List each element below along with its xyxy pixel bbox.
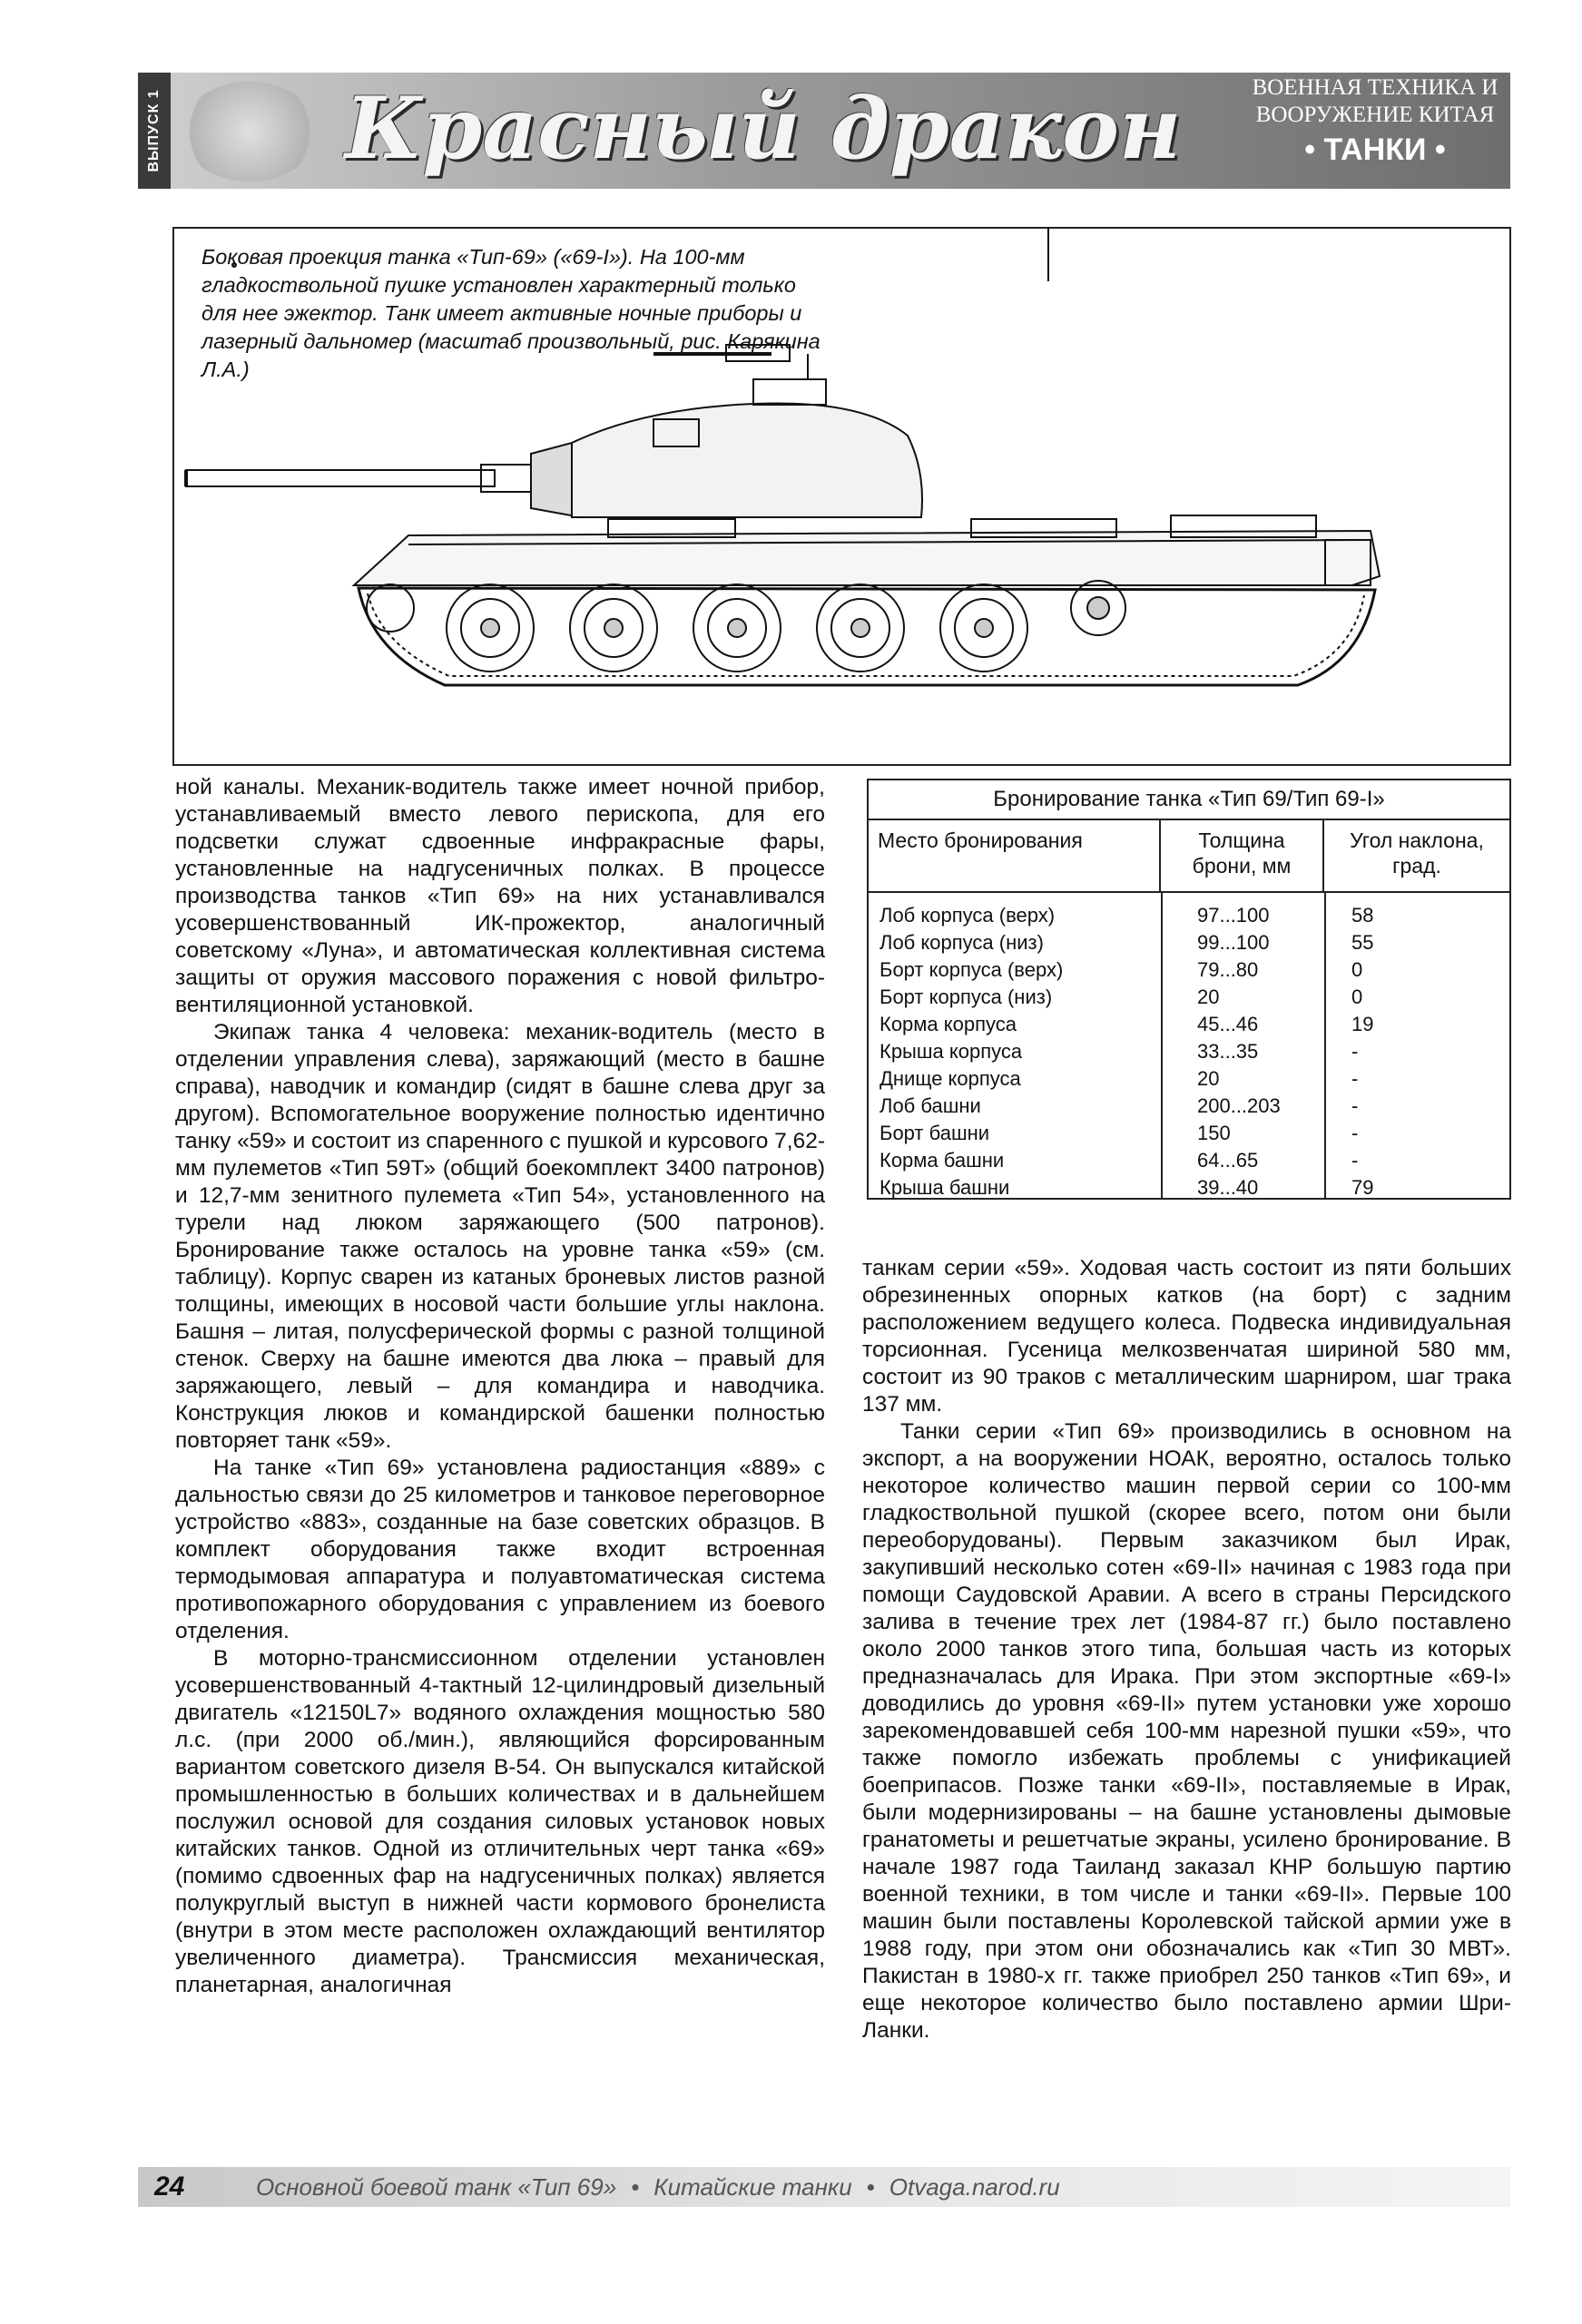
paragraph: ной каналы. Механик-водитель также имеет ночной прибор, устанавливаемый вместо левого перископа, для его подсветки служат сдвоенные инфракрасные фары, установленные на надгусеничных полках. В процессе производства танков «Тип 69» на них устанавливался усовершенствованный ИК-прожектор, аналогичный советскому «Луна», и автоматическая коллективная система защиты от оружия массового поражения с новой фильтро-вентиляционной установкой. [175,775,825,1017]
idler-wheel [367,584,414,632]
turret [572,403,922,517]
cell-thickness: 97...100 [1197,904,1270,927]
cell-angle: - [1351,1149,1359,1172]
cell-thickness: 79...80 [1197,958,1259,981]
column-divider [1161,891,1163,1198]
cell-location: Борт корпуса (низ) [879,985,1053,1008]
cell-thickness: 45...46 [1197,1013,1259,1035]
cell-angle: - [1351,1040,1359,1063]
table-row [869,929,1509,956]
footer-website: Otvaga.narod.ru [889,2173,1060,2201]
footer-section: Китайские танки [653,2173,852,2201]
hull [354,531,1380,585]
table-row [869,1038,1509,1065]
table-row [869,1174,1509,1201]
cell-thickness: 33...35 [1197,1040,1259,1063]
cell-location: Борт корпуса (верх) [879,958,1064,981]
cell-thickness: 200...203 [1197,1094,1281,1117]
header-location: Место бронирования [869,820,1161,891]
paragraph: танкам серии «59». Ходовая часть состоит из пяти больших обрезиненных опорных катков (на борт) с задним расположением ведущего колеса. Подвеска индивидуальная торсионная. Гусеница мелкозвенчатая шириной 580 мм, состоит из 90 траков с металлическим шарниром, шаг трака 137 мм. [862,1256,1511,1417]
figure-caption: Боковая проекция танка «Тип-69» («69-I»). На 100-мм гладкоствольной пушке установлен характерный только для нее эжектор. Танк имеет активные ночные приборы и лазерный дальномер (масштаб произвольный, рис. Карякина Л.А.) [201,245,820,381]
armor-table-body [869,893,1509,1201]
series-label [1243,74,1507,171]
issue-label: ВЫПУСК 1 [146,89,162,172]
cell-angle: 79 [1351,1176,1374,1199]
armor-table-header [869,820,1509,893]
cell-thickness: 150 [1197,1122,1231,1144]
footer-separator: • [866,2173,875,2201]
gun-barrel [186,470,495,486]
header-thickness: Толщина брони, мм [1161,820,1324,891]
cell-angle: 0 [1351,985,1363,1008]
cell-location: Крыша корпуса [879,1040,1023,1063]
cell-angle: 19 [1351,1013,1374,1035]
cell-angle: - [1351,1067,1359,1090]
cell-angle: - [1351,1122,1359,1144]
cell-thickness: 39...40 [1197,1176,1259,1199]
cell-location: Корма корпуса [879,1013,1017,1035]
table-row [869,902,1509,929]
table-row [869,1065,1509,1093]
issue-tab [138,73,171,189]
series-line-1: ВОЕННАЯ ТЕХНИКА И [1252,75,1498,100]
paragraph: На танке «Тип 69» установлена радиостанция «889» с дальностью связи до 25 километров и танковое переговорное устройство «883», созданные на базе советских образцов. В комплект оборудования также входит встроенная термодымовая аппаратура и полуавтоматическая система противопожарного оборудования с управлением из боевого отделения. [175,1456,825,1643]
gun-ejector [481,465,536,492]
cell-thickness: 20 [1197,1067,1220,1090]
left-text-column [175,774,825,1999]
table-row [869,1011,1509,1038]
table-row [869,1120,1509,1147]
series-tag: • ТАНКИ • [1304,132,1446,167]
table-row [869,984,1509,1011]
cell-location: Борт башни [879,1122,990,1144]
paragraph: Танки серии «Тип 69» производились в основном на экспорт, а на вооружении НОАК, вероятно, осталось только некоторое количество машин первой серии со 100-мм гладкоствольной пушкой (скорее всего, потом они были переоборудованы). Первым заказчиком был Ирак, закупивший несколько сотен «69-II» начиная с 1983 года при помощи Саудовской Аравии. А всего в страны Персидского залива в течение трех лет (1984-87 гг.) было поставлено около 2000 танков этого типа, большая часть из которых предназначалась для Ирака. При этом экспортные «69-I» доводились до уровня «69-II» путем установки уже хорошо зарекомендовавшей себя 100-мм нарезной пушки «59», что также помогло избежать проблемы с унификацией боеприпасов. Позже танки «69-II», поставляемые в Ирак, были модернизированы – на башне установлены дымовые гранатометы и решетчатые экраны, усилено бронирование. В начале 1987 года Таиланд заказал КНР большую партию военной техники, в том числе и танки «69-II». Первые 100 машин были поставлены Королевской тайской армии уже в 1988 году, при этом они обозначались как «Тип 30 МВТ». Пакистан в 1980-х гг. также приобрел 250 танков «Тип 69», и еще некоторое количество было поставлено армии Шри-Ланки. [862,1419,1511,2043]
page-number: 24 [154,2172,185,2201]
armor-table-title: Бронирование танка «Тип 69/Тип 69-I» [869,780,1509,820]
paragraph: Экипаж танка 4 человека: механик-водитель (место в отделении управления слева), заряжающий (место в башне справа), наводчик и командир (сидят в башне слева друг за другом). Вспомогательное вооружение полностью идентично танку «59» и состоит из спаренного с пушкой и курсового 7,62-мм пулеметов «Тип 59Т» (общий боекомплект 3400 патронов) и 12,7-мм зенитного пулемета «Тип 54», установленного на турели над люком заряжающего (500 патронов). Бронирование также осталось на уровне танка «59» (см. таблицу). Корпус сварен из катаных броневых листов разной толщины, имеющих в носовой части большие углы наклона. Башня – литая, полусферической формы с разной толщиной стенок. Сверху на башне имеются два люка – правый для заряжающего, левый – для командира и наводчика. Конструкция люков и командирской башенки полностью повторяет танк «59». [175,1020,825,1453]
table-row [869,1093,1509,1120]
cell-angle: 0 [1351,958,1363,981]
cell-angle: - [1351,1094,1359,1117]
page-title: Красный дракон [345,79,1182,179]
table-row [869,1147,1509,1174]
right-text-column [862,1255,1511,2045]
armor-table [867,779,1511,1200]
cell-thickness: 64...65 [1197,1149,1259,1172]
cell-location: Корма башни [879,1149,1005,1172]
footer-article-title: Основной боевой танк «Тип 69» [256,2173,617,2201]
cell-thickness: 99...100 [1197,931,1270,954]
table-row [869,956,1509,984]
column-divider [1324,891,1326,1198]
cell-location: Лоб корпуса (верх) [879,904,1056,927]
paragraph: В моторно-трансмиссионном отделении установлен усовершенствованный 4-тактный 12-цилиндровый дизельный двигатель «12150L7» водяного охлаждения мощностью 580 л.с. (при 2000 об./мин.), являющийся форсированным вариантом советского дизеля В-54. Он выпускался китайской промышленностью в больших количествах и в дальнейшем послужил основой для создания силовых установок новых китайских танков. Одной из отличительных черт танка «69» (помимо сдвоенных фар на надгусеничных полках) является полукруглый выступ в нижней части кормового бронелиста (внутри в этом месте расположен охлаждающий вентилятор увеличенного диаметра). Трансмиссия механическая, планетарная, аналогичная [175,1646,825,1997]
cell-angle: 55 [1351,931,1374,954]
dragon-emblem-icon [182,82,318,181]
footer-separator: • [631,2173,640,2201]
cell-location: Крыша башни [879,1176,1010,1199]
cell-location: Лоб корпуса (низ) [879,931,1044,954]
series-line-2: ВООРУЖЕНИЕ КИТАЯ [1255,103,1495,127]
cell-angle: 58 [1351,904,1374,927]
footer-text [256,2167,1060,2207]
cell-location: Лоб башни [879,1094,981,1117]
cell-location: Днище корпуса [879,1067,1021,1090]
header-angle: Угол наклона, град. [1350,829,1484,878]
cell-thickness: 20 [1197,985,1220,1008]
